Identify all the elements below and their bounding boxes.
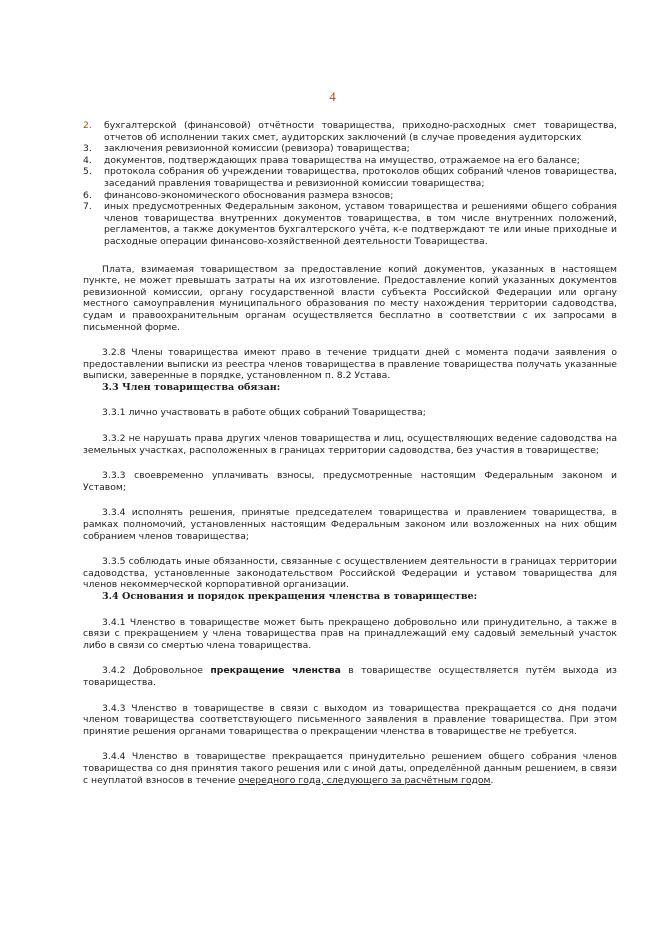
paragraph-3-3-4: 3.3.4 исполнять решения, принятые председателем товарищества и правлением товарищества, в рамках полномочий, установленных настоящим Федеральным законом или возложенных на них общим собранием членов товарищества; [83, 507, 617, 542]
paragraph-3-4-3: 3.4.3 Членство в товариществе в связи с выходом из товарищества прекращается со дня подачи членом товарищества соответствующего письменного заявления в правление товарищества. При этом принятие решения органами товарищества о прекращении членства в товариществе не требуется. [83, 702, 617, 737]
section-3-3-heading: 3.3 Член товарищества обязан: [102, 381, 281, 393]
list-item: 3. заключения ревизионной комиссии (ревизора) товарищества; [83, 143, 410, 155]
document-list [83, 120, 617, 248]
paragraph-3-4-1: 3.4.1 Членство в товариществе может быть прекращено добровольно или принудительно, а также в связи с прекращением у члена товарищества прав на принадлежащий ему садовый земельный участок либо в связи со смертью члена товарищества. [83, 616, 617, 651]
section-3-4-heading: 3.4 Основания и порядок прекращения членства в товариществе: [102, 591, 478, 602]
underlined-phrase: очередного года, следующего за расчётным годом [238, 774, 491, 786]
paragraph-3-3-2: 3.3.2 не нарушать права других членов товарищества и лиц, осуществляющих ведение садоводства на земельных участках, расположенных в границах территории садоводства, без участия в товариществе; [83, 433, 617, 456]
page-number: 4 [329, 89, 336, 104]
list-item: 6. финансово-экономического обоснования размера взносов; [83, 189, 394, 201]
paragraph-3-2-8: 3.2.8 Члены товарищества имеют право в течение тридцати дней с момента подачи заявления о предоставлении выписки из реестра членов товарищества в правление товарищества получать указанные выписки, заверенные в порядке, установленном п. 8.2 Устава. [83, 347, 617, 382]
list-item: 5. протокола собрания об учреждении товарищества, протоколов общих собраний членов товарищества, заседаний правления товарищества и ревизионной комиссии товарищества; [83, 166, 617, 189]
document-body [83, 120, 617, 786]
paragraph-3-3-1: 3.3.1 лично участвовать в работе общих собраний Товарищества; [102, 407, 426, 419]
paragraph-3-4-4: 3.4.4 Членство в товариществе прекращается принудительно решением общего собрания членов товарищества со дня принятия такого решения или с иной даты, определённой данным решением, в связи с неуплатой взносов в течение очередного года, следующего за расчётным годом. [83, 751, 617, 786]
list-item: 4. документов, подтверждающих права товарищества на имущество, отражаемое на его балансе; [83, 154, 580, 166]
paragraph-3-4-2: 3.4.2 Добровольное прекращение членства в товариществе осуществляется путём выхода из товарищества. [83, 665, 617, 688]
list-item: 2. бухгалтерской (финансовой) отчётности товарищества, приходно-расходных смет товарищества, отчетов об исполнении таких смет, аудиторских заключений (в случае проведения аудиторских [83, 120, 617, 143]
list-item: 7. иных предусмотренных Федеральным законом, уставом товарищества и решениями общего собрания членов товарищества внутренних документов товарищества, в том числе внутренних положений, регламентов, а также документов бухгалтерского учёта, к-е подтверждают те или иные приходные и расходные операции финансово-хозяйственной деятельности Товарищества. [83, 201, 617, 247]
fee-paragraph: Плата, взимаемая товариществом за предоставление копий документов, указанных в настоящем пункте, не может превышать затраты на их изготовление. Предоставление копий указанных документов ревизионной комиссии, органу государственной власти субъекта Российской Федерации или органу местного самоуправления муниципального образования по месту нахождения территории садоводства, судам и правоохранительным органам осуществляется бесплатно в соответствии с их запросами в письменной форме. [83, 263, 617, 333]
bold-phrase: прекращение членства [210, 665, 341, 677]
paragraph-3-3-5: 3.3.5 соблюдать иные обязанности, связанные с осуществлением деятельности в границах территории садоводства, установленные законодательством Российской Федерации и уставом товарищества для членов некоммерческой корпоративной организации. [83, 556, 617, 591]
paragraph-3-3-3: 3.3.3 своевременно уплачивать взносы, предусмотренные настоящим Федеральным законом и Уставом; [83, 470, 617, 493]
